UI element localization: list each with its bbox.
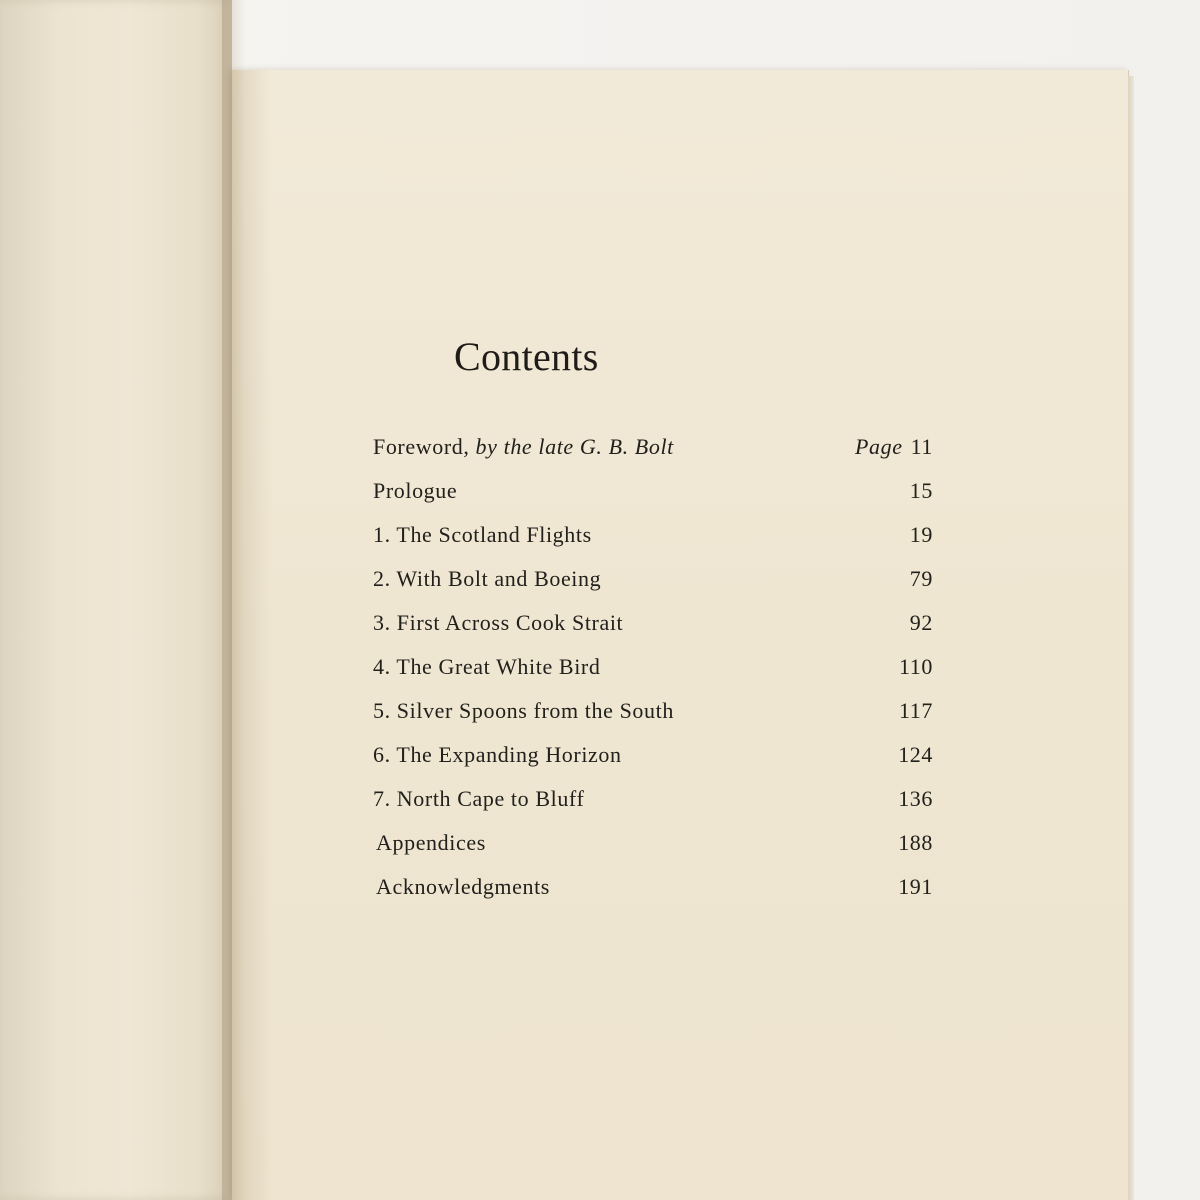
- toc-entry-title: 3. First Across Cook Strait: [373, 610, 624, 635]
- toc-entry-chapter-7: [373, 777, 933, 821]
- toc-entry-acknowledgments: [373, 865, 933, 909]
- toc-entry-page: Page 11: [855, 434, 933, 459]
- toc-entry-title: Acknowledgments: [376, 874, 550, 899]
- page-title: Contents: [454, 334, 599, 379]
- toc-entry-page: 191: [898, 874, 933, 899]
- toc-entry-page: 136: [898, 786, 933, 811]
- toc-entry-title: 1. The Scotland Flights: [373, 522, 592, 547]
- toc-entry-chapter-1: [373, 513, 933, 557]
- toc-entry-page: 19: [909, 522, 933, 547]
- page-prefix: Page: [855, 434, 903, 459]
- toc-entry-page: 15: [909, 478, 933, 503]
- toc-entry-title: 6. The Expanding Horizon: [373, 742, 622, 767]
- toc-entry-chapter-2: [373, 557, 933, 601]
- toc-entry-chapter-6: [373, 733, 933, 777]
- toc-entry-foreword: [373, 425, 933, 469]
- toc-entry-appendices: [373, 821, 933, 865]
- toc-entry-title: 2. With Bolt and Boeing: [373, 566, 602, 591]
- toc-entry-page: 124: [898, 742, 933, 767]
- toc-entry-page: 110: [899, 654, 933, 679]
- toc-entry-title: 4. The Great White Bird: [373, 654, 601, 679]
- toc-entry-title: 5. Silver Spoons from the South: [373, 698, 674, 723]
- toc-entry-page: 79: [909, 566, 933, 591]
- toc-entry-title: Appendices: [376, 830, 486, 855]
- table-of-contents: [373, 425, 933, 909]
- book-gutter: [222, 0, 244, 1200]
- toc-entry-chapter-5: [373, 689, 933, 733]
- contents-page: [232, 70, 1128, 1200]
- toc-entry-chapter-3: [373, 601, 933, 645]
- toc-entry-title: Foreword, by the late G. B. Bolt: [373, 434, 674, 459]
- toc-entry-page: 188: [898, 830, 933, 855]
- toc-entry-page: 92: [909, 610, 933, 635]
- toc-entry-chapter-4: [373, 645, 933, 689]
- left-page: [0, 0, 232, 1200]
- toc-entry-prologue: [373, 469, 933, 513]
- toc-entry-title: 7. North Cape to Bluff: [373, 786, 585, 811]
- toc-entry-page: 117: [899, 698, 933, 723]
- toc-entry-title: Prologue: [373, 478, 458, 503]
- page-edge: [1128, 76, 1134, 1200]
- toc-entry-byline: by the late G. B. Bolt: [475, 434, 674, 459]
